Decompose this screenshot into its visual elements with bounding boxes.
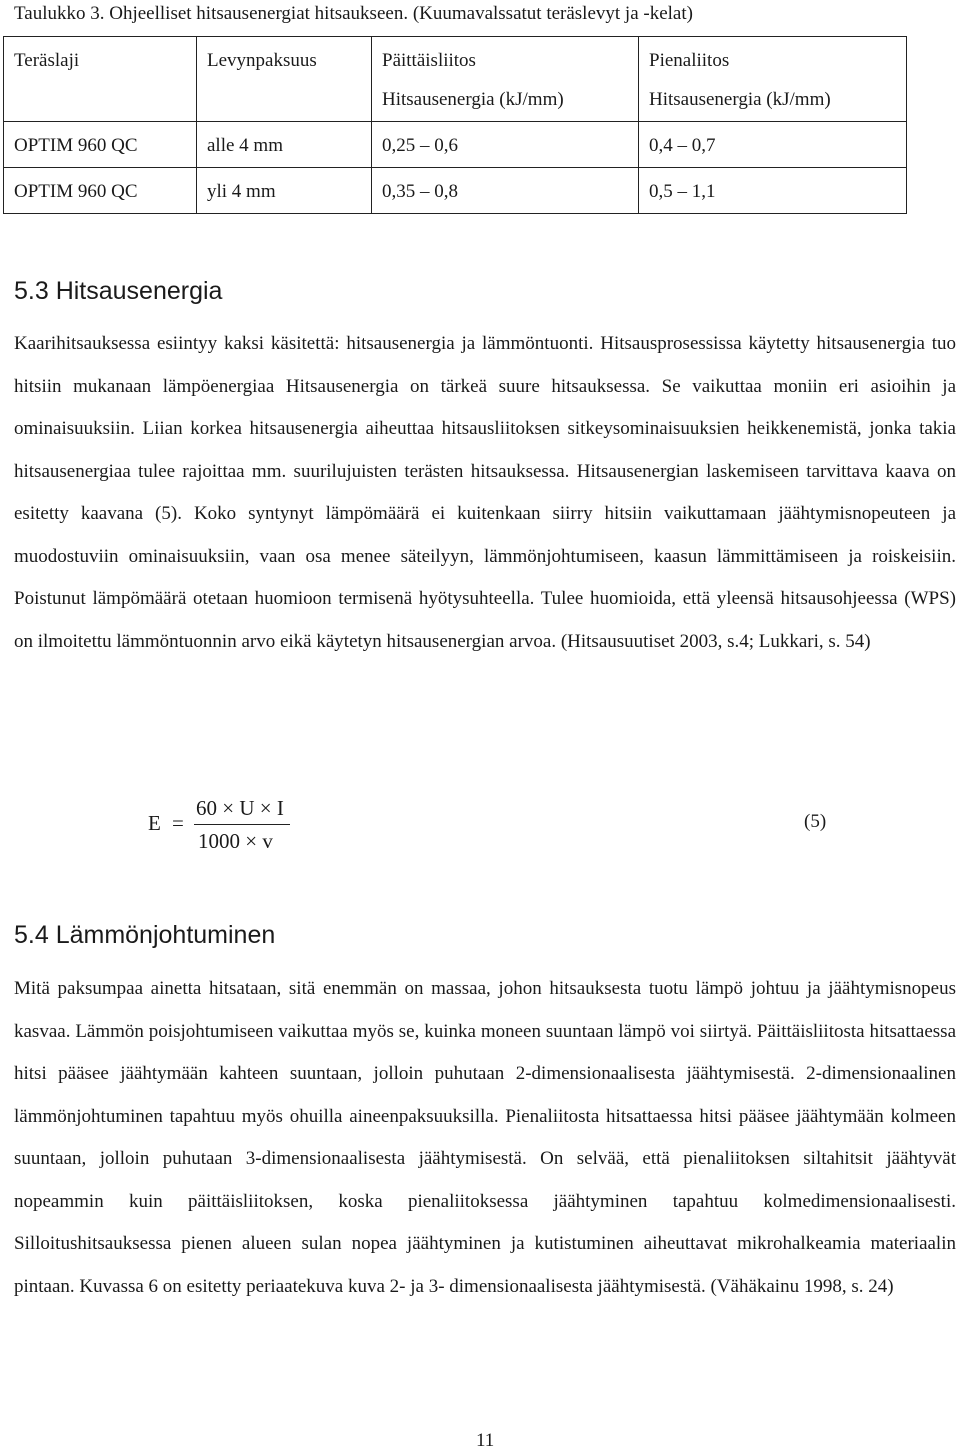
cell-thickness: alle 4 mm (197, 122, 372, 168)
formula-fraction-bar (194, 824, 290, 825)
section-heading-5-4: 5.4 Lämmönjohtuminen (14, 921, 276, 949)
header-butt-joint (372, 37, 639, 122)
formula-number: (5) (804, 811, 827, 832)
header-fillet-joint (639, 37, 907, 122)
formula-denominator: 1000 × v (198, 829, 273, 853)
table-caption: Taulukko 3. Ohjeelliset hitsausenergiat hitsaukseen. (Kuumavalssatut teräslevyt ja -kelat) (14, 3, 693, 24)
formula-numerator: 60 × U × I (196, 796, 284, 820)
section-5-3-paragraph: Kaarihitsauksessa esiintyy kaksi käsitettä: hitsausenergia ja lämmöntuonti. Hitsausprosessissa käytetty hitsausenergia tuo hitsiin mukanaan lämpöenergiaa Hitsausenergia on tärkeä suure hitsauksessa. Se vaikuttaa moniin eri asioihin ja ominaisuuksiin. Liian korkea hitsausenergia aiheuttaa hitsausliitoksen sitkeysominaisuuksien heikkenemistä, jonka takia hitsausenergiaa tulee rajoittaa mm. suurilujuisten terästen hitsauksessa. Hitsausenergian laskemiseen tarvittava kaava on esitetty kaavana (5). Koko syntynyt lämpömäärä ei kuitenkaan siirry hitsiin vaikuttamaan jäähtymisnopeuteen ja muodostuviin ominaisuuksiin, vaan osa menee säteilyyn, lämmönjohtumiseen, kaasun lämmittämiseen ja roiskeisiin. Poistunut lämpömäärä otetaan huomioon termisenä hyötysuhteella. Tulee huomioida, että yleensä hitsausohjeessa (WPS) on ilmoitettu lämmöntuonnin arvo eikä käytetyn hitsausenergian arvoa. (Hitsausuutiset 2003, s.4; Lukkari, s. 54) (14, 333, 956, 652)
cell-steel: OPTIM 960 QC (4, 122, 197, 168)
table-header-row (4, 37, 907, 122)
header-butt-joint-title: Päittäisliitos (382, 50, 476, 71)
page-number: 11 (476, 1430, 495, 1451)
section-heading-5-3: 5.3 Hitsausenergia (14, 277, 223, 305)
formula-lhs: E (148, 811, 161, 835)
cell-butt: 0,35 – 0,8 (372, 168, 639, 214)
formula-equals: = (172, 811, 184, 835)
header-butt-joint-unit: Hitsausenergia (kJ/mm) (382, 89, 564, 110)
header-fillet-joint-unit: Hitsausenergia (kJ/mm) (649, 89, 831, 110)
cell-butt: 0,25 – 0,6 (372, 122, 639, 168)
cell-steel: OPTIM 960 QC (4, 168, 197, 214)
cell-thickness: yli 4 mm (197, 168, 372, 214)
table-row (4, 168, 907, 214)
welding-energy-table (3, 36, 907, 214)
welding-energy-formula (148, 796, 868, 860)
header-fillet-joint-title: Pienaliitos (649, 50, 730, 71)
table-row (4, 122, 907, 168)
cell-fillet: 0,4 – 0,7 (639, 122, 907, 168)
header-plate-thickness: Levynpaksuus (197, 37, 372, 122)
section-5-4-paragraph: Mitä paksumpaa ainetta hitsataan, sitä enemmän on massaa, johon hitsauksesta tuotu lämpö johtuu ja jäähtymisnopeus kasvaa. Lämmön poisjohtumiseen vaikuttaa myös se, kuinka moneen suuntaan lämpö voi siirtyä. Päittäisliitosta hitsattaessa hitsi pääsee jäähtymään kahteen suuntaan, jolloin puhutaan 2-dimensionaalisesta jäähtymisestä. 2-dimensionaalinen lämmönjohtuminen tapahtuu myös ohuilla aineenpaksuuksilla. Pienaliitosta hitsattaessa hitsi pääsee jäähtymään kolmeen suuntaan, jolloin puhutaan 3-dimensionaalisesta jäähtymisestä. On selvää, että pienaliitoksen siltahitsit jäähtyvät nopeammin kuin päittäisliitoksen, koska pienaliitoksessa jäähtyminen tapahtuu kolmedimensionaalisesti. Silloitushitsauksessa pienen alueen sulan nopea jäähtyminen ja kutistuminen aiheuttavat mikrohalkeamia materiaalin pintaan. Kuvassa 6 on esitetty periaatekuva kuva 2- ja 3- dimensionaalisesta jäähtymisestä. (Vähäkainu 1998, s. 24) (14, 978, 956, 1297)
header-steel-grade: Teräslaji (4, 37, 197, 122)
cell-fillet: 0,5 – 1,1 (639, 168, 907, 214)
